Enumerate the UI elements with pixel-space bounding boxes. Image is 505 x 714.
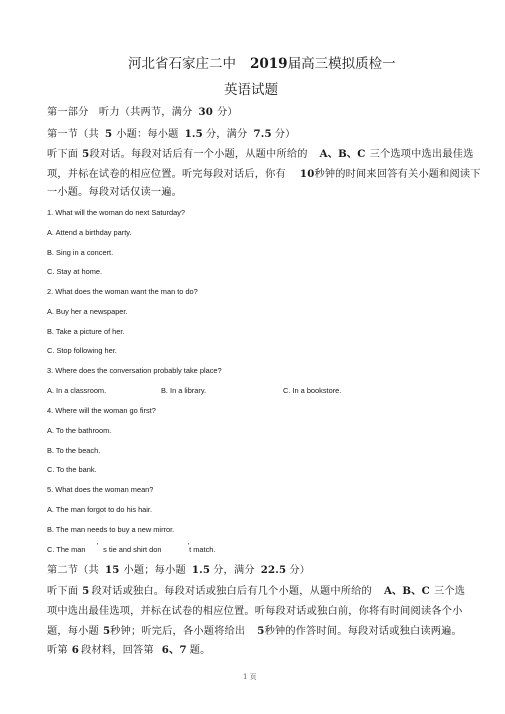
section2-instruction-line4: 听第 6 段材料，回答第 6、7 题。	[47, 644, 211, 656]
page-number: 1 页	[243, 673, 257, 681]
section1-instruction-line1: 听下面 5段对话。每段对话后有一个小题，从题中所给的 A、B、C 三个选项中选出最佳选	[47, 148, 474, 160]
question-3-option-a: A. In a classroom.	[47, 386, 107, 395]
section1-heading: 第一节（共 5 小题：每小题 1.5 分，满分 7.5 分）	[47, 128, 296, 140]
question-3-option-b: B. In a library.	[161, 386, 207, 395]
question-3-option-c: C. In a bookstore.	[283, 386, 342, 395]
section2-instruction-line1: 听下面 5 段对话或独白。每段对话或独白后有几个小题，从题中所给的 A、B、C 三个选	[47, 585, 466, 597]
question-4-option-c: C. To the bank.	[47, 465, 97, 474]
part1-heading: 第一部分 听力（共两节，满分 30 分）	[47, 106, 238, 118]
question-5-stem: 5. What does the woman mean?	[47, 485, 154, 494]
question-4-option-b: B. To the beach.	[47, 446, 101, 455]
question-1-stem: 1. What will the woman do next Saturday?	[47, 208, 186, 217]
question-2-option-b: B. Take a picture of her.	[47, 327, 125, 336]
question-1-option-a: A. Attend a birthday party.	[47, 228, 132, 237]
section2-instruction-line3: 题，每小题 5秒钟；听完后，各小题将给出 5秒钟的作答时间。每段对话或独白读两遍。	[47, 625, 462, 637]
question-2-option-a: A. Buy her a newspaper.	[47, 307, 128, 316]
question-3-stem: 3. Where does the conversation probably take place?	[47, 366, 222, 375]
question-2-stem: 2. What does the woman want the man to do?	[47, 287, 198, 296]
question-4-stem: 4. Where will the woman go first?	[47, 406, 156, 415]
title-rest: 届高三模拟质检一	[287, 56, 396, 72]
question-5-option-a: A. The man forgot to do his hair.	[47, 505, 153, 514]
question-5-option-c: C. The man ’ s tie and shirt don ’t match.	[47, 541, 216, 554]
section1-instruction-line3: 一小题。每段对话仅读一遍。	[47, 187, 183, 198]
title-school: 河北省石家庄二中	[128, 56, 236, 72]
question-1-option-c: C. Stay at home.	[47, 267, 103, 276]
exam-title	[128, 52, 396, 72]
title-year: 2019	[250, 56, 288, 72]
section2-instruction-line2: 项中选出最佳选项，并标在试卷的相应位置。听每段对话或独白前，你将有时间阅读各个小	[47, 606, 463, 617]
exam-subtitle: 英语试题	[224, 82, 278, 98]
question-4-option-a: A. To the bathroom.	[47, 426, 112, 435]
section2-heading: 第二节（共 15 小题；每小题 1.5 分，满分 22.5 分）	[47, 564, 311, 576]
section1-instruction-line2: 项，并标在试卷的相应位置。听完每段对话后，你有 10秒钟的时间来回答有关小题和阅读下	[47, 168, 481, 180]
question-1-option-b: B. Sing in a concert.	[47, 248, 114, 257]
question-2-option-c: C. Stop following her.	[47, 346, 117, 355]
question-5-option-b: B. The man needs to buy a new mirror.	[47, 525, 175, 534]
